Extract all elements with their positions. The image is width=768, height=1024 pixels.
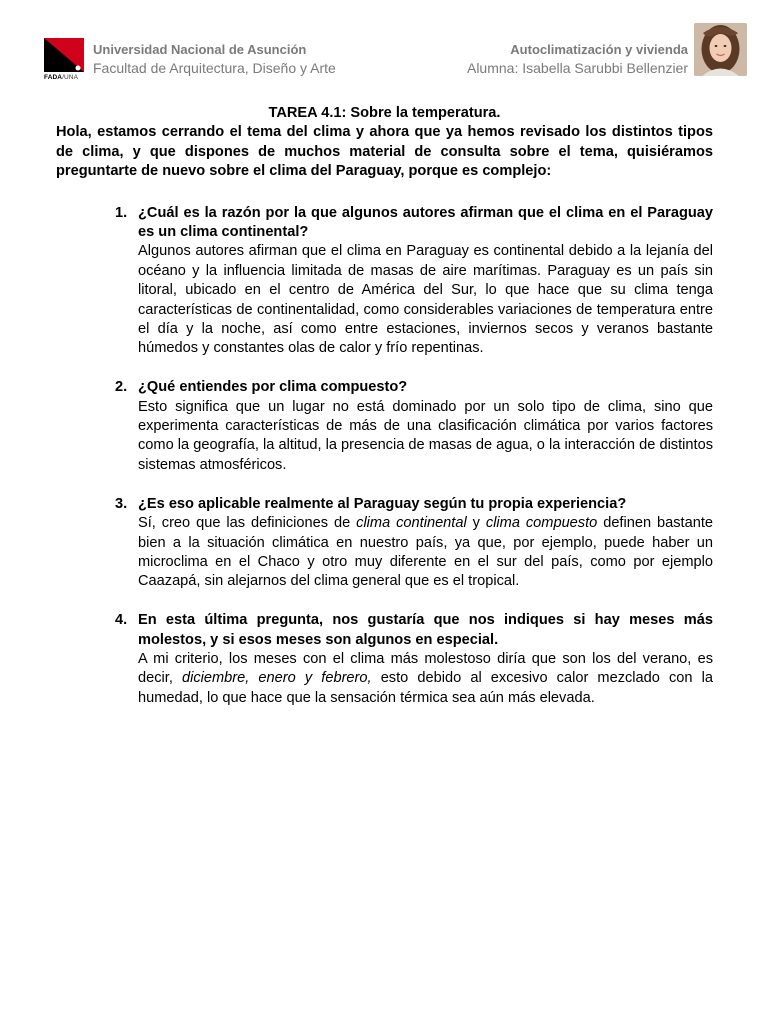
document-body [56, 104, 713, 728]
logo-text-main: FADA [44, 74, 63, 81]
course-name: Autoclimatización y vivienda [510, 42, 688, 57]
question-text: ¿Cuál es la razón por la que algunos autores afirman que el clima en el Paraguay es un clima continental? [138, 204, 713, 241]
question-number: 2. [115, 379, 128, 396]
logo-text-sub-label: UNA [64, 74, 79, 81]
header-institution [93, 42, 336, 78]
question-item [56, 378, 713, 475]
answer-emphasis: clima continental [356, 515, 467, 532]
question-number: 4. [115, 612, 128, 629]
answer-text [138, 650, 713, 708]
answer-text: Esto significa que un lugar no está dominado por un solo tipo de clima, sino que experimenta características de más de una clasificación climática por varios factores como la geografía, la altitud, la presencia de masas de agua, o la interacción de distintos sistemas atmosféricos. [138, 398, 713, 473]
fada-una-logo [44, 38, 84, 84]
portrait-icon [694, 23, 747, 76]
question-text: ¿Qué entiendes por clima compuesto? [138, 379, 408, 396]
answer-text: Algunos autores afirman que el clima en Paraguay es continental debido a la lejanía del océano y la influencia limitada de masas de aire marítimas. Paraguay es un país sin litoral, ubicado en el centro de América del Sur, lo que hace que su clima tenga características de continentalidad, como considerables variaciones de temperatura entre el día y la noche, así como entre estaciones, inviernos secos y veranos bastante húmedos y constantes olas de calor y frío repentinas. [138, 243, 713, 357]
answer-text-part: esto debido al excesivo calor mezclado con la humedad, lo que hace que la sensación térmica sea aún más elevada. [138, 670, 713, 706]
assignment-title: TAREA 4.1: Sobre la temperatura. [268, 105, 501, 121]
answer-text-part: definen bastante bien a la situación climática en nuestro país, ya que, por ejemplo, puede haber un microclima en el Chaco y otro muy diferente en el sur del país, como por ejemplo Caazapá, sin alejarnos del clima general que es el tropical. [138, 515, 713, 590]
intro-paragraph: Hola, estamos cerrando el tema del clima y ahora que ya hemos revisado los distintos tipos de clima, y que dispones de muchos material de consulta sobre el tema, quisiéramos preguntarte de nuevo sobre el clima del Paraguay, porque es complejo: [56, 124, 713, 180]
university-name: Universidad Nacional de Asunción [93, 42, 307, 57]
logo-text-sub: /UNA [62, 74, 79, 81]
student-name: Alumna: Isabella Sarubbi Bellenzier [466, 60, 688, 76]
logo-text [44, 74, 84, 81]
answer-text-part: y [466, 515, 486, 532]
question-item [56, 611, 713, 708]
faculty-name: Facultad de Arquitectura, Diseño y Arte [93, 60, 336, 76]
page-header [0, 0, 768, 96]
question-text: En esta última pregunta, nos gustaría que nos indiques si hay meses más molestos, y si esos meses son algunos en especial. [138, 612, 713, 648]
answer-text [138, 514, 713, 592]
answer-text-part: Sí, creo que las definiciones de [138, 515, 357, 532]
question-number: 3. [115, 495, 128, 512]
student-photo [694, 23, 747, 76]
question-item [56, 204, 713, 359]
answer-text-part: A mi criterio, los meses con el clima más molestoso diría que son los del verano, es decir, [138, 650, 713, 687]
header-course [467, 42, 688, 78]
question-text: ¿Es eso aplicable realmente al Paraguay según tu propia experiencia? [138, 495, 627, 512]
question-item [56, 495, 713, 592]
question-number: 1. [115, 204, 128, 221]
answer-emphasis: clima compuesto [485, 515, 598, 532]
question-list [56, 204, 713, 709]
logo-mark-icon [44, 38, 84, 72]
answer-emphasis: diciembre, enero y febrero, [182, 670, 372, 687]
